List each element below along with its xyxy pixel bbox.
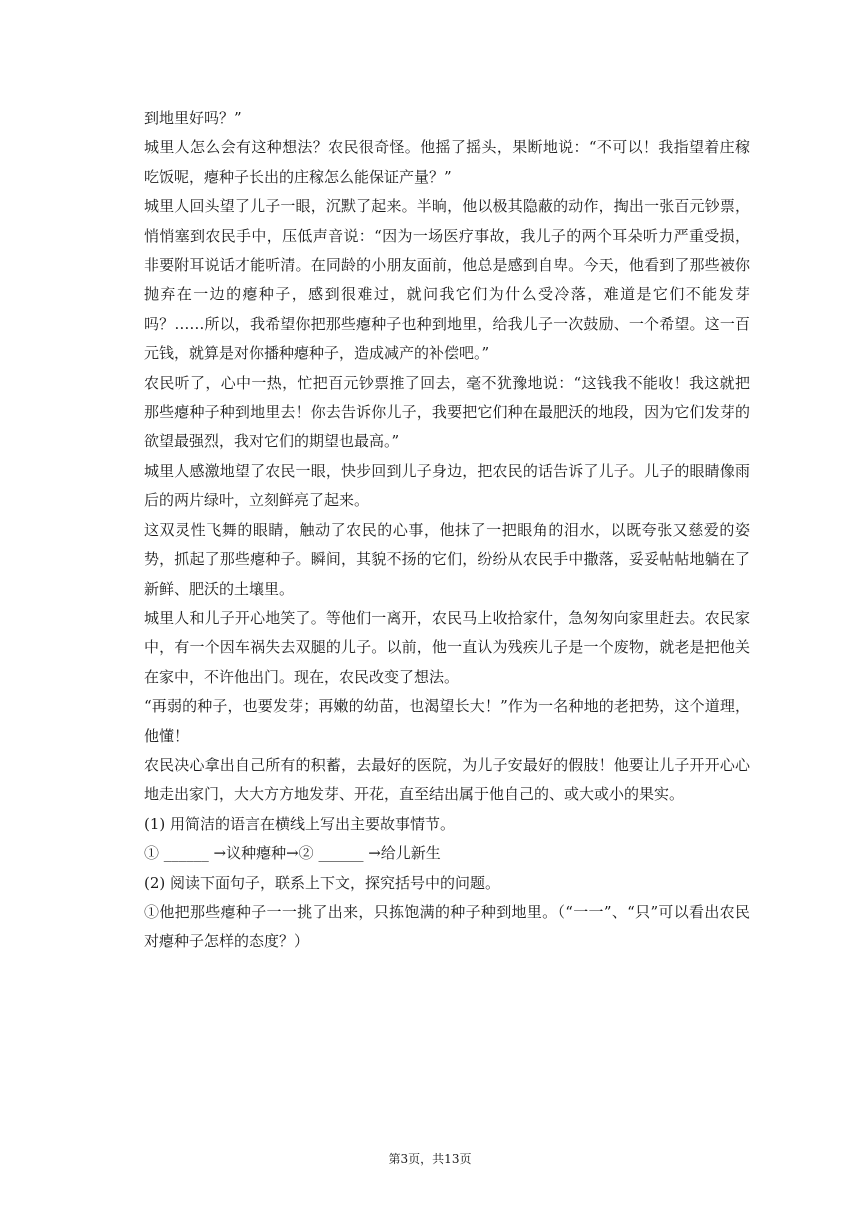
paragraph-3: 城里人回头望了儿子一眼，沉默了起来。半晌，他以极其隐蔽的动作，掏出一张百元钞票，悄悄塞到农民手中，压低声音说：“因为一场医疗事故，我儿子的两个耳朵听力严重受损，非要附耳说话才能听清。在同龄的小朋友面前，他总是感到自卑。今天，他看到了那些被你抛弃在一边的瘪种子，感到很难过，就问我它们为什么受冷落，难道是它们不能发芽吗？……所以，我希望你把那些瘪种子也种到地里，给我儿子一次鼓励、一个希望。这一百元钱，就算是对你播种瘪种子，造成减产的补偿吧。” — [144, 197, 750, 363]
paragraph-8: “再弱的种子，也要发芽；再嫩的幼苗，也渴望长大！”作为一名种地的老把势，这个道理，他懂！ — [144, 697, 750, 745]
page-footer: 第3页，共13页 — [388, 1152, 472, 1166]
paragraph-4: 农民听了，心中一热，忙把百元钞票推了回去，毫不犹豫地说：“这钱我不能收！我这就把那些瘪种子种到地里去！你去告诉你儿子，我要把它们种在最肥沃的地段，因为它们发芽的欲望最强烈，我对它们的期望也最高。” — [144, 373, 750, 451]
question-1-prompt: (1) 用简洁的语言在横线上写出主要故事情节。 — [144, 814, 456, 833]
paragraph-7: 城里人和儿子开心地笑了。等他们一离开，农民马上收拾家什，急匆匆向家里赶去。农民家中，有一个因车祸失去双腿的儿子。以前，他一直认为残疾儿子是一个废物，就老是把他关在家中，不许他出门。现在，农民改变了想法。 — [144, 608, 750, 686]
paragraph-2: 城里人怎么会有这种想法？农民很奇怪。他摇了摇头，果断地说：“不可以！我指望着庄稼吃饭呢，瘪种子长出的庄稼怎么能保证产量？” — [144, 138, 750, 186]
document-body — [144, 104, 750, 957]
question-1-blanks: ① ______ →议种瘪种→② ______ →给儿新生 — [144, 844, 441, 863]
question-2-prompt: (2) 阅读下面句子，联系上下文，探究括号中的问题。 — [144, 873, 501, 892]
paragraph-5: 城里人感激地望了农民一眼，快步回到儿子身边，把农民的话告诉了儿子。儿子的眼睛像雨后的两片绿叶，立刻鲜亮了起来。 — [144, 461, 750, 510]
paragraph-9: 农民决心拿出自己所有的积蓄，去最好的医院，为儿子安最好的假肢！他要让儿子开开心心地走出家门，大大方方地发芽、开花，直至结出属于他自己的、或大或小的果实。 — [144, 755, 750, 804]
paragraph-6: 这双灵性飞舞的眼睛，触动了农民的心事，他抹了一把眼角的泪水，以既夸张又慈爱的姿势，抓起了那些瘪种子。瞬间，其貌不扬的它们，纷纷从农民手中撒落，妥妥帖帖地躺在了新鲜、肥沃的土壤里。 — [144, 520, 750, 598]
paragraph-1: 到地里好吗？” — [144, 109, 242, 127]
question-2-item-1: ①他把那些瘪种子一一挑了出来，只拣饱满的种子种到地里。（“一一”、“只”可以看出农民对瘪种子怎样的态度？） — [144, 902, 750, 951]
